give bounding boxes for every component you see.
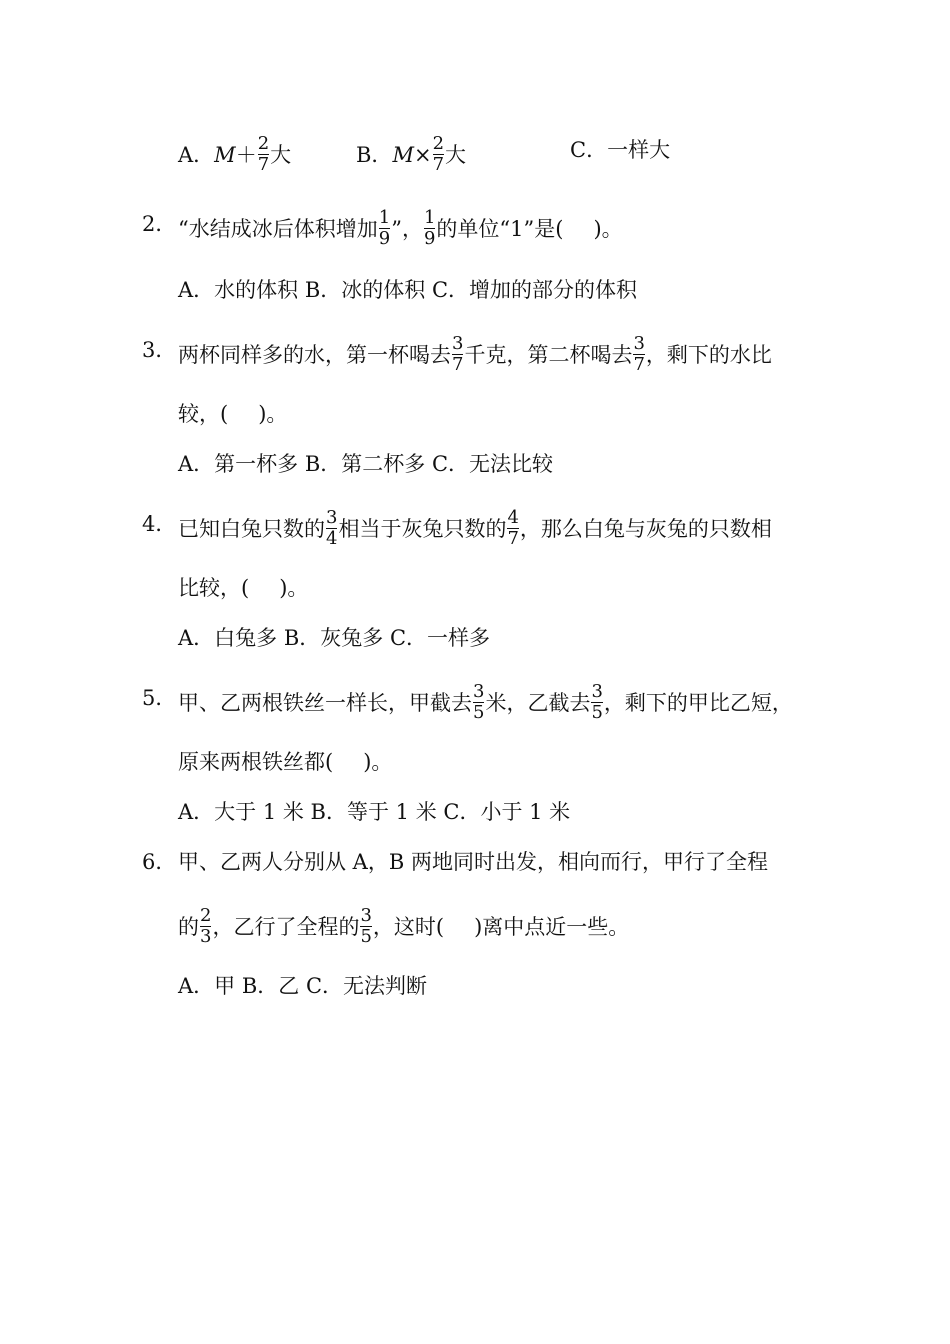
question-number: 3． — [142, 338, 177, 362]
fraction: $\frac{3}{4}$ — [326, 507, 338, 549]
question-text: 两杯同样多的水，第一杯喝去 $\frac{3}{7}$ 千克，第二杯喝去 $\frac{3}{7}$ ，剩下的水比 — [178, 333, 772, 375]
fraction: $\frac{3}{7}$ — [633, 333, 645, 375]
fraction: $\frac{2}{7}$ — [257, 133, 270, 175]
fraction: $\frac{3}{5}$ — [473, 681, 485, 723]
question-number: 5． — [142, 686, 177, 710]
fraction: $\frac{3}{5}$ — [591, 681, 603, 723]
question-text: 甲、乙两人分别从 A，B 两地同时出发，相向而行，甲行了全程 — [178, 850, 768, 874]
question-number: 4． — [142, 512, 177, 536]
fraction: $\frac{4}{7}$ — [507, 507, 519, 549]
fraction: $\frac{3}{5}$ — [360, 905, 372, 947]
question-text: “水结成冰后体积增加 $\frac{1}{9}$ ”， $\frac{1}{9}$ 的单位“1”是( )。 — [178, 207, 623, 249]
fraction: $\frac{1}{9}$ — [423, 207, 436, 249]
question-number: 6． — [142, 850, 177, 874]
q1-option-a: A．M＋ $\frac{2}{7}$ 大 — [178, 133, 292, 175]
fraction: $\frac{3}{7}$ — [452, 333, 464, 375]
fraction: $\frac{1}{9}$ — [378, 207, 391, 249]
question-text: 甲、乙两根铁丝一样长，甲截去 $\frac{3}{5}$ 米，乙截去 $\frac{3}{5}$ ，剩下的甲比乙短， — [178, 681, 793, 723]
question-number: 2． — [142, 212, 177, 236]
question-text: 已知白兔只数的 $\frac{3}{4}$ 相当于灰兔只数的 $\frac{4}{7}$ ，那么白兔与灰兔的只数相 — [178, 507, 772, 549]
fraction: $\frac{2}{7}$ — [432, 133, 445, 175]
fraction: $\frac{2}{3}$ — [200, 905, 212, 947]
q1-option-b: B．M× $\frac{2}{7}$ 大 — [356, 133, 467, 175]
q1-option-c: C．一样大 — [570, 138, 671, 162]
